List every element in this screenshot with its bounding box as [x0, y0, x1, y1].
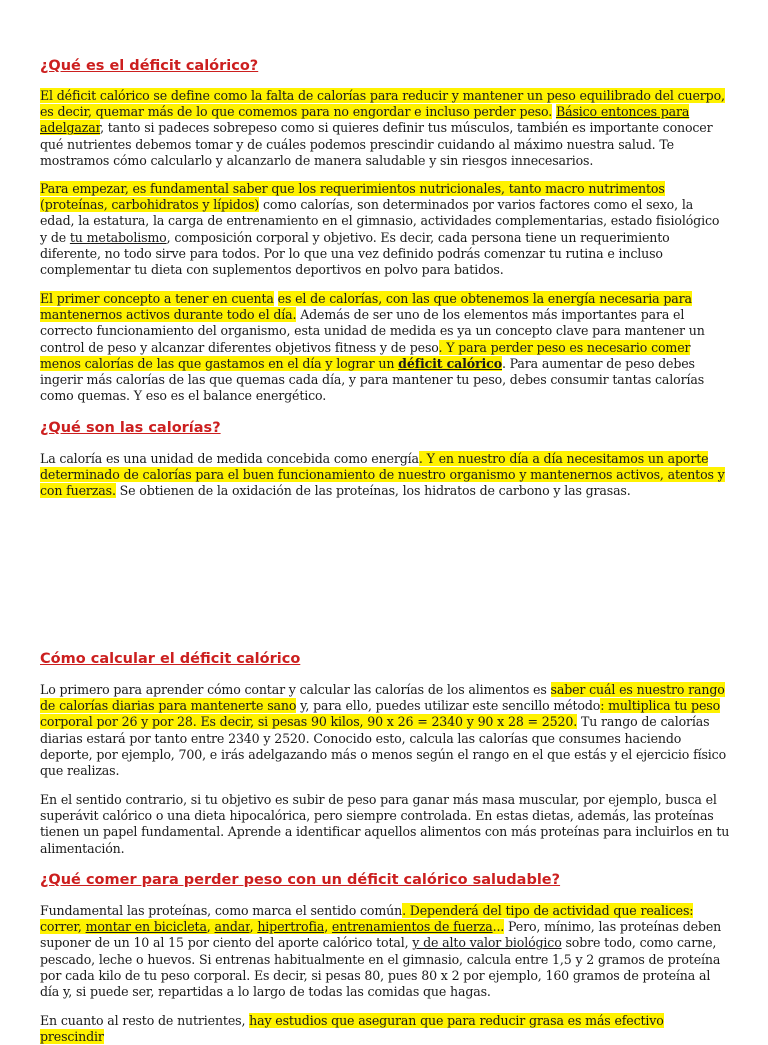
text-run: saber cuál es nuestro rango de calorías diarias para mantenerte sano	[40, 682, 725, 714]
text-run: Además de ser uno de los elementos más importantes para el correcto funcionamiento del organismo, esta unidad de medida es ya un concepto clave para mantener un control de peso y alcanzar diferentes objetivos fitness y de peso	[40, 307, 705, 355]
section-heading-deficit-calorico: ¿Qué es el déficit calórico?	[40, 58, 259, 74]
text-run: es el de calorías, con las que obtenemos la energía necesaria para mantenernos activos durante todo el día.	[40, 291, 692, 323]
inline-link[interactable]: entrenamientos de fuerza	[331, 919, 493, 935]
paragraph	[40, 682, 730, 779]
inline-link[interactable]: y de alto valor biológico	[412, 935, 562, 951]
inline-link[interactable]: Básico entonces para adelgazar	[40, 104, 690, 136]
text-run: En cuanto al resto de nutrientes,	[40, 1013, 250, 1028]
text-run: El déficit calórico se define como la falta de calorías para reducir y mantener un peso equilibrado del cuerpo, es decir, quemar más de lo que comemos para no engordar e incluso perder peso.	[40, 88, 725, 120]
section-heading-que-comer: ¿Qué comer para perder peso con un déficit calórico saludable?	[40, 872, 561, 888]
paragraph	[40, 792, 730, 857]
section-heading-calorias: ¿Qué son las calorías?	[40, 420, 221, 436]
text-run: . Para aumentar de peso debes ingerir más calorías de las que quemas cada día, y para mantener tu peso, debes consumir tantas calorías como quemas. Y eso es el balance energético.	[40, 355, 705, 404]
text-run: En el sentido contrario, si tu objetivo es subir de peso para ganar más masa muscular, por ejemplo, busca el superávit calórico o una dieta hipocalórica, pero siempre controlada. En estas dietas, además, las proteínas tienen un papel fundamental. Aprende a identificar aquellos alimentos con más proteínas para incluirlos en tu alimentación.	[40, 792, 730, 856]
text-run: , tanto si padeces sobrepeso como si quieres definir tus músculos, también es importante conocer qué nutrientes debemos tomar y de cuáles podemos prescindir cuidando al máximo nuestra salud. Te mostramos cómo calcularlo y alcanzarlo de manera saludable y sin riesgos innecesarios.	[40, 120, 713, 168]
text-run: Lo primero para aprender cómo contar y calcular las calorías de los alimentos es	[40, 682, 551, 697]
text-run: como calorías, son determinados por varios factores como el sexo, la edad, la estatura, la carga de entrenamiento en el gimnasio, actividades complementarias, estado fisiológico y de	[40, 197, 720, 245]
text-run: El primer concepto a tener en cuenta	[40, 291, 274, 306]
text-run: Se obtienen de la oxidación de las proteínas, los hidratos de carbono y las grasas.	[115, 483, 631, 499]
text-run: Pero, mínimo, las proteínas deben suponer de un 10 al 15 por ciento del aporte calórico total,	[40, 919, 722, 951]
paragraph	[40, 291, 730, 404]
inline-link[interactable]: montar en bicicleta	[85, 919, 207, 935]
text-run: . Y en nuestro día a día necesitamos un aporte determinado de calorías para el buen funcionamiento de nuestro organismo y mantenernos activos, atentos y con fuerzas.	[40, 451, 725, 499]
inline-link[interactable]: tu metabolismo	[69, 229, 167, 245]
text-run: Tu rango de calorías diarias estará por tanto entre 2340 y 2520. Conocido esto, calcula las calorías que consumes haciendo deporte, por ejemplo, 700, e irás adelgazando más o menos según el rango en el que estás y el ejercicio físico que realizas.	[40, 714, 726, 779]
text-run: : multiplica tu peso corporal por 26 y por 28. Es decir, si pesas 90 kilos, 90 x 26 = 2340 y 90 x 28 = 2520.	[40, 698, 721, 730]
paragraph	[40, 1013, 730, 1045]
text-run: Para empezar, es fundamental saber que los requerimientos nutricionales, tanto macro nutrimentos (proteínas, carbohidratos y lípidos)	[40, 181, 665, 213]
text-run: . Y para perder peso es necesario comer menos calorías de las que gastamos en el día y lograr un	[40, 339, 691, 371]
text-run: y, para ello, puedes utilizar este sencillo método	[296, 698, 601, 714]
text-run: Fundamental las proteínas, como marca el sentido común	[40, 903, 403, 918]
text-run: sobre todo, como carne, pescado, leche o huevos. Si entrenas habitualmente en el gimnasio, calcula entre 1,5 y 2 gramos de proteína por cada kilo de tu peso corporal. Es decir, si pesas 80, pues 80 x 2 por ejemplo, 160 gramos de proteína al día y, si puede ser, repartidas a lo largo de todas las comidas que hagas.	[40, 935, 721, 1000]
text-run: , composición corporal y objetivo. Es decir, cada persona tiene un requerimiento diferente, no todo sirve para todos. Por lo que una vez definido podrás comenzar tu rutina e incluso complementar tu dieta con suplementos deportivos en polvo para batidos.	[40, 229, 670, 278]
text-run: ...	[492, 919, 505, 935]
inline-link[interactable]: déficit calórico	[398, 355, 502, 371]
text-run: ,	[206, 919, 215, 935]
text-run: ,	[324, 919, 332, 935]
inline-link[interactable]: hipertrofia	[257, 919, 325, 935]
text-run: ,	[249, 919, 258, 935]
section-heading-como-calcular: Cómo calcular el déficit calórico	[40, 651, 301, 667]
paragraph	[40, 451, 730, 500]
paragraph	[40, 88, 730, 169]
paragraph	[40, 181, 730, 278]
text-run: . Dependerá del tipo de actividad que realices: correr,	[40, 903, 694, 935]
inline-link[interactable]: andar	[214, 919, 250, 935]
text-run: hay estudios que aseguran que para reducir grasa es más efectivo prescindir	[40, 1013, 664, 1045]
paragraph	[40, 903, 730, 1000]
text-run: La caloría es una unidad de medida concebida como energía	[40, 451, 419, 466]
